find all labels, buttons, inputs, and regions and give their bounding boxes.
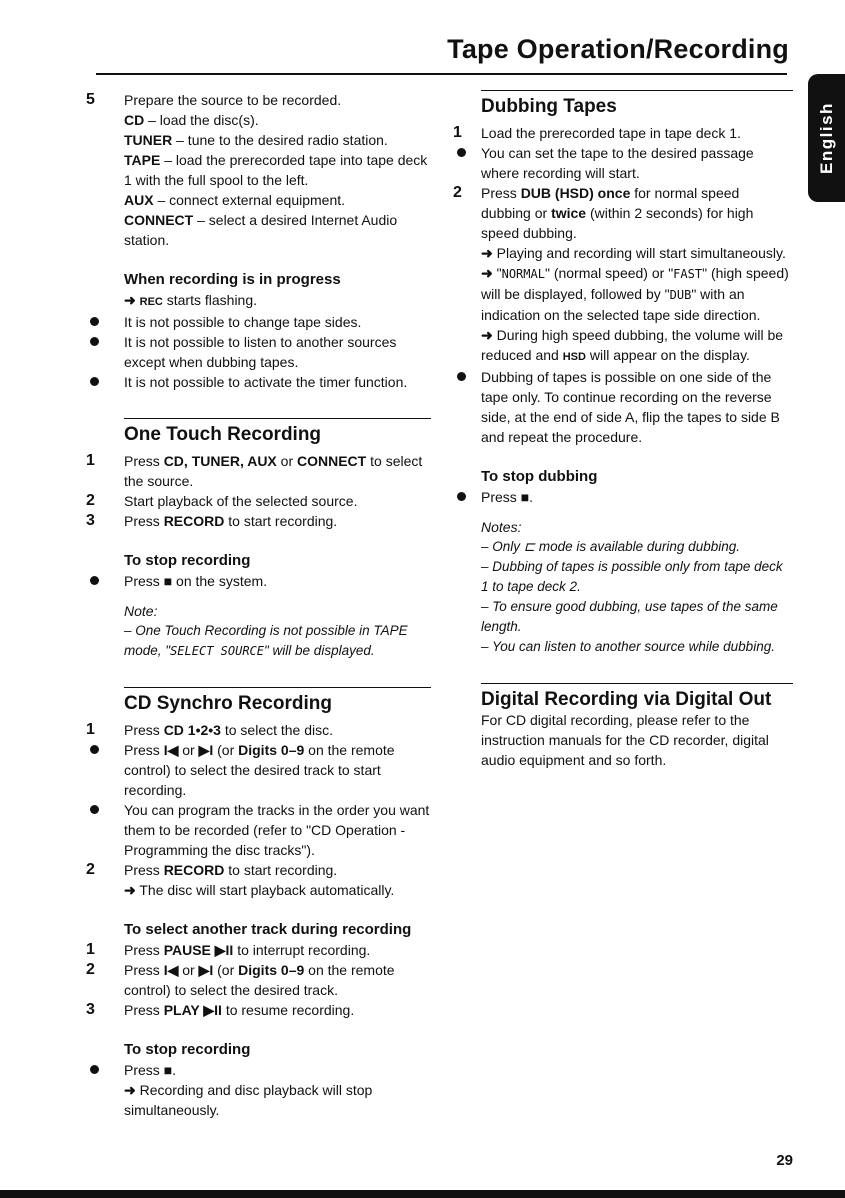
select-step-2: 2 Press I◀ or ▶I (or Digits 0–9 on the remote control) to select the desired track.	[86, 961, 395, 998]
previous-icon: I◀	[163, 962, 179, 978]
digital-recording-heading: Digital Recording via Digital Out	[481, 683, 793, 710]
stop-recording-heading: To stop recording	[124, 552, 251, 569]
note-text: – One Touch Recording is not possible in TAPE mode, "SELECT SOURCE" will be displayed.	[124, 623, 408, 658]
language-tab	[808, 74, 845, 202]
stop-dubbing-heading: To stop dubbing	[481, 468, 598, 485]
dub-result-3: ➜ During high speed dubbing, the volume will be reduced and HSD will appear on the display.	[481, 327, 784, 363]
note-text: – Only ⊏ mode is available during dubbing.	[481, 539, 740, 554]
page-title: Tape Operation/Recording	[447, 34, 789, 64]
stop-icon: ■	[520, 489, 530, 505]
bullet-item: Press ■ on the system.	[86, 571, 431, 591]
bullet-item: It is not possible to listen to another sources except when dubbing tapes.	[86, 332, 431, 372]
step-number: 5	[86, 91, 95, 108]
select-step-1: 1 Press PAUSE ▶II to interrupt recording.	[86, 941, 371, 958]
note-text: – Dubbing of tapes is possible only from tape deck 1 to tape deck 2.	[481, 559, 783, 594]
bullet-item: You can set the tape to the desired passage where recording will start.	[453, 143, 793, 183]
next-icon: ▶I	[198, 962, 214, 978]
page-number: 29	[776, 1152, 793, 1169]
dub-step-2: 2 Press DUB (HSD) once for normal speed dubbing or twice (within 2 seconds) for high speed dubbing.	[453, 184, 754, 241]
next-icon: ▶I	[198, 742, 214, 758]
arrow-icon: ➜	[124, 1082, 136, 1098]
step-text: Prepare the source to be recorded.	[124, 92, 342, 108]
bullet-item: Dubbing of tapes is possible on one side of the tape only. To continue recording on the reverse side, at the end of side A, flip the tapes to side B and repeat the procedure.	[453, 367, 793, 447]
tape-direction-icon: ⊏	[523, 539, 536, 554]
stop-recording-heading: To stop recording	[124, 1041, 251, 1058]
note-label: Note:	[124, 603, 158, 619]
select-track-heading: To select another track during recording	[124, 921, 412, 938]
bullet-item: You can program the tracks in the order you want them to be recorded (refer to "CD Operation - Programming the disc tracks").	[86, 800, 431, 860]
bullet-item: Press ■.	[453, 487, 793, 507]
cds-step-2-result: ➜ The disc will start playback automatically.	[124, 882, 395, 898]
arrow-icon: ➜	[124, 882, 136, 898]
otr-step-1: 1 Press CD, TUNER, AUX or CONNECT to select the source.	[86, 452, 423, 489]
stop-icon: ■	[163, 573, 173, 589]
arrow-icon: ➜	[124, 292, 136, 308]
source-tuner: TUNER – tune to the desired radio station.	[124, 132, 388, 148]
recording-progress-heading: When recording is in progress	[124, 271, 341, 288]
bullet-item: Press ■.	[86, 1060, 431, 1080]
arrow-icon: ➜	[481, 265, 493, 281]
arrow-icon: ➜	[481, 245, 493, 261]
left-column	[86, 90, 431, 1120]
note-text: – You can listen to another source while dubbing.	[481, 639, 775, 654]
dub-result-2: ➜ "NORMAL" (normal speed) or "FAST" (high speed) will be displayed, followed by "DUB" with an indication on the selected tape side direction.	[481, 265, 789, 323]
bullet-item: It is not possible to activate the timer function.	[86, 372, 431, 392]
one-touch-recording-heading: One Touch Recording	[124, 418, 431, 445]
rec-flashing-result: ➜ REC starts flashing.	[124, 292, 258, 308]
source-cd: CD – load the disc(s).	[124, 112, 259, 128]
bullet-item: Press I◀ or ▶I (or Digits 0–9 on the remote control) to select the desired track to start recording.	[86, 740, 431, 800]
arrow-icon: ➜	[481, 327, 493, 343]
bullet-item: It is not possible to change tape sides.	[86, 312, 431, 332]
source-tape: TAPE – load the prerecorded tape into tape deck 1 with the full spool to the left.	[124, 152, 428, 188]
stop-result: ➜ Recording and disc playback will stop simultaneously.	[124, 1082, 373, 1118]
step-5	[86, 90, 431, 110]
previous-icon: I◀	[163, 742, 179, 758]
select-step-3: 3 Press PLAY ▶II to resume recording.	[86, 1001, 355, 1018]
header-rule	[96, 73, 787, 75]
otr-step-2: 2 Start playback of the selected source.	[86, 492, 358, 509]
bottom-bar	[0, 1190, 845, 1198]
source-connect: CONNECT – select a desired Internet Audio station.	[124, 212, 398, 248]
right-column	[453, 90, 793, 770]
digital-recording-text: For CD digital recording, please refer to the instruction manuals for the CD recorder, digital audio equipment and so forth.	[481, 712, 769, 768]
cds-step-1: 1 Press CD 1•2•3 to select the disc.	[86, 721, 334, 738]
otr-step-3: 3 Press RECORD to start recording.	[86, 512, 338, 529]
note-text: – To ensure good dubbing, use tapes of the same length.	[481, 599, 778, 634]
dub-step-1: 1 Load the prerecorded tape in tape deck 1.	[453, 124, 741, 141]
dub-result-1: ➜ Playing and recording will start simultaneously.	[481, 245, 786, 261]
stop-icon: ■	[163, 1062, 173, 1078]
cd-synchro-heading: CD Synchro Recording	[124, 687, 431, 714]
source-aux: AUX – connect external equipment.	[124, 192, 346, 208]
dubbing-tapes-heading: Dubbing Tapes	[481, 90, 793, 117]
notes-label: Notes:	[481, 519, 522, 535]
cds-step-2: 2 Press RECORD to start recording.	[86, 861, 338, 878]
language-tab-label: English	[816, 102, 836, 174]
